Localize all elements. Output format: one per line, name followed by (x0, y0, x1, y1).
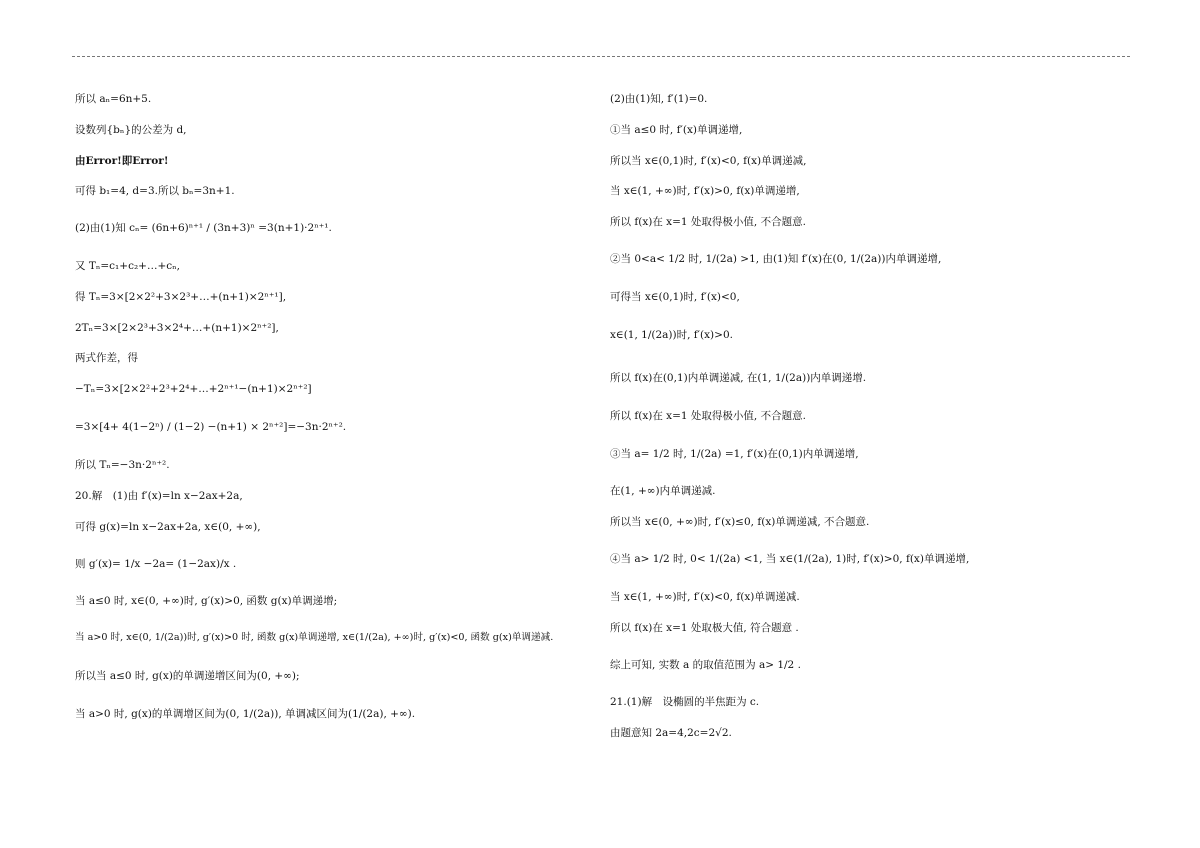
text-line: 21.(1)解 设椭圆的半焦距为 c. (610, 696, 760, 708)
text-line: ①当 a≤0 时, f′(x)单调递增, (610, 124, 743, 136)
text-line: 所以当 x∈(0,1)时, f′(x)<0, f(x)单调递减, (610, 155, 807, 167)
text-line: 可得 g(x)=ln x−2ax+2a, x∈(0, +∞), (75, 521, 261, 533)
text-line: 综上可知, 实数 a 的取值范围为 a> 1/2 . (610, 659, 801, 671)
top-dashed-rule (72, 56, 1130, 57)
text-line: 当 a≤0 时, x∈(0, +∞)时, g′(x)>0, 函数 g(x)单调递增; (75, 595, 338, 607)
text-line: 当 x∈(1, +∞)时, f′(x)>0, f(x)单调递增, (610, 185, 800, 197)
text-line: 则 g′(x)= 1/x −2a= (1−2ax)/x . (75, 558, 237, 570)
text-line: 所以 f(x)在 x=1 处取得极小值, 不合题意. (610, 216, 806, 228)
text-line: 由题意知 2a=4,2c=2√2. (610, 727, 732, 739)
text-line: 可得当 x∈(0,1)时, f′(x)<0, (610, 291, 740, 303)
text-line: 在(1, +∞)内单调递减. (610, 485, 716, 497)
text-line: 所以当 a≤0 时, g(x)的单调递增区间为(0, +∞); (75, 670, 300, 682)
text-line: 所以 f(x)在 x=1 处取得极小值, 不合题意. (610, 410, 806, 422)
text-line: 所以 Tₙ=−3n·2ⁿ⁺². (75, 459, 170, 471)
text-line: 所以当 x∈(0, +∞)时, f′(x)≤0, f(x)单调递减, 不合题意. (610, 516, 870, 528)
text-line: 当 x∈(1, +∞)时, f′(x)<0, f(x)单调递减. (610, 591, 800, 603)
text-line: 又 Tₙ=c₁+c₂+…+cₙ, (75, 260, 181, 272)
text-line: =3×[4+ 4(1−2ⁿ) / (1−2) −(n+1) × 2ⁿ⁺²]=−3n·2ⁿ⁺². (75, 421, 347, 433)
text-line: 所以 aₙ=6n+5. (75, 93, 152, 105)
text-line: 所以 f(x)在 x=1 处取极大值, 符合题意 . (610, 622, 799, 634)
text-line: 得 Tₙ=3×[2×2²+3×2³+…+(n+1)×2ⁿ⁺¹], (75, 291, 287, 303)
text-line: ③当 a= 1/2 时, 1/(2a) =1, f′(x)在(0,1)内单调递增, (610, 448, 859, 460)
text-line: 设数列{bₙ}的公差为 d, (75, 124, 187, 136)
text-line: 两式作差，得 (75, 352, 138, 364)
text-line: ②当 0<a< 1/2 时, 1/(2a) >1, 由(1)知 f′(x)在(0, 1/(2a))内单调递增, (610, 253, 942, 265)
text-line: −Tₙ=3×[2×2²+2³+2⁴+…+2ⁿ⁺¹−(n+1)×2ⁿ⁺²] (75, 383, 312, 395)
text-line: ④当 a> 1/2 时, 0< 1/(2a) <1, 当 x∈(1/(2a), 1)时, f′(x)>0, f(x)单调递增, (610, 553, 970, 565)
text-line: 当 a>0 时, x∈(0, 1/(2a))时, g′(x)>0 时, 函数 g(x)单调递增, x∈(1/(2a), +∞)时, g′(x)<0, 函数 g(x)单调递减. (75, 632, 554, 643)
text-line: x∈(1, 1/(2a))时, f′(x)>0. (610, 329, 733, 341)
text-line: 2Tₙ=3×[2×2³+3×2⁴+…+(n+1)×2ⁿ⁺²], (75, 322, 279, 334)
text-line: 所以 f(x)在(0,1)内单调递减, 在(1, 1/(2a))内单调递增. (610, 372, 867, 384)
text-line: (2)由(1)知 cₙ= (6n+6)ⁿ⁺¹ / (3n+3)ⁿ =3(n+1)·2ⁿ⁺¹. (75, 222, 332, 234)
text-line: (2)由(1)知, f′(1)=0. (610, 93, 708, 105)
text-line: 当 a>0 时, g(x)的单调增区间为(0, 1/(2a)), 单调减区间为(1/(2a), +∞). (75, 708, 416, 720)
text-line: 20.解 (1)由 f′(x)=ln x−2ax+2a, (75, 490, 243, 502)
text-line: 可得 b₁=4, d=3.所以 bₙ=3n+1. (75, 185, 235, 197)
text-line: 由Error!即Error! (75, 155, 169, 167)
